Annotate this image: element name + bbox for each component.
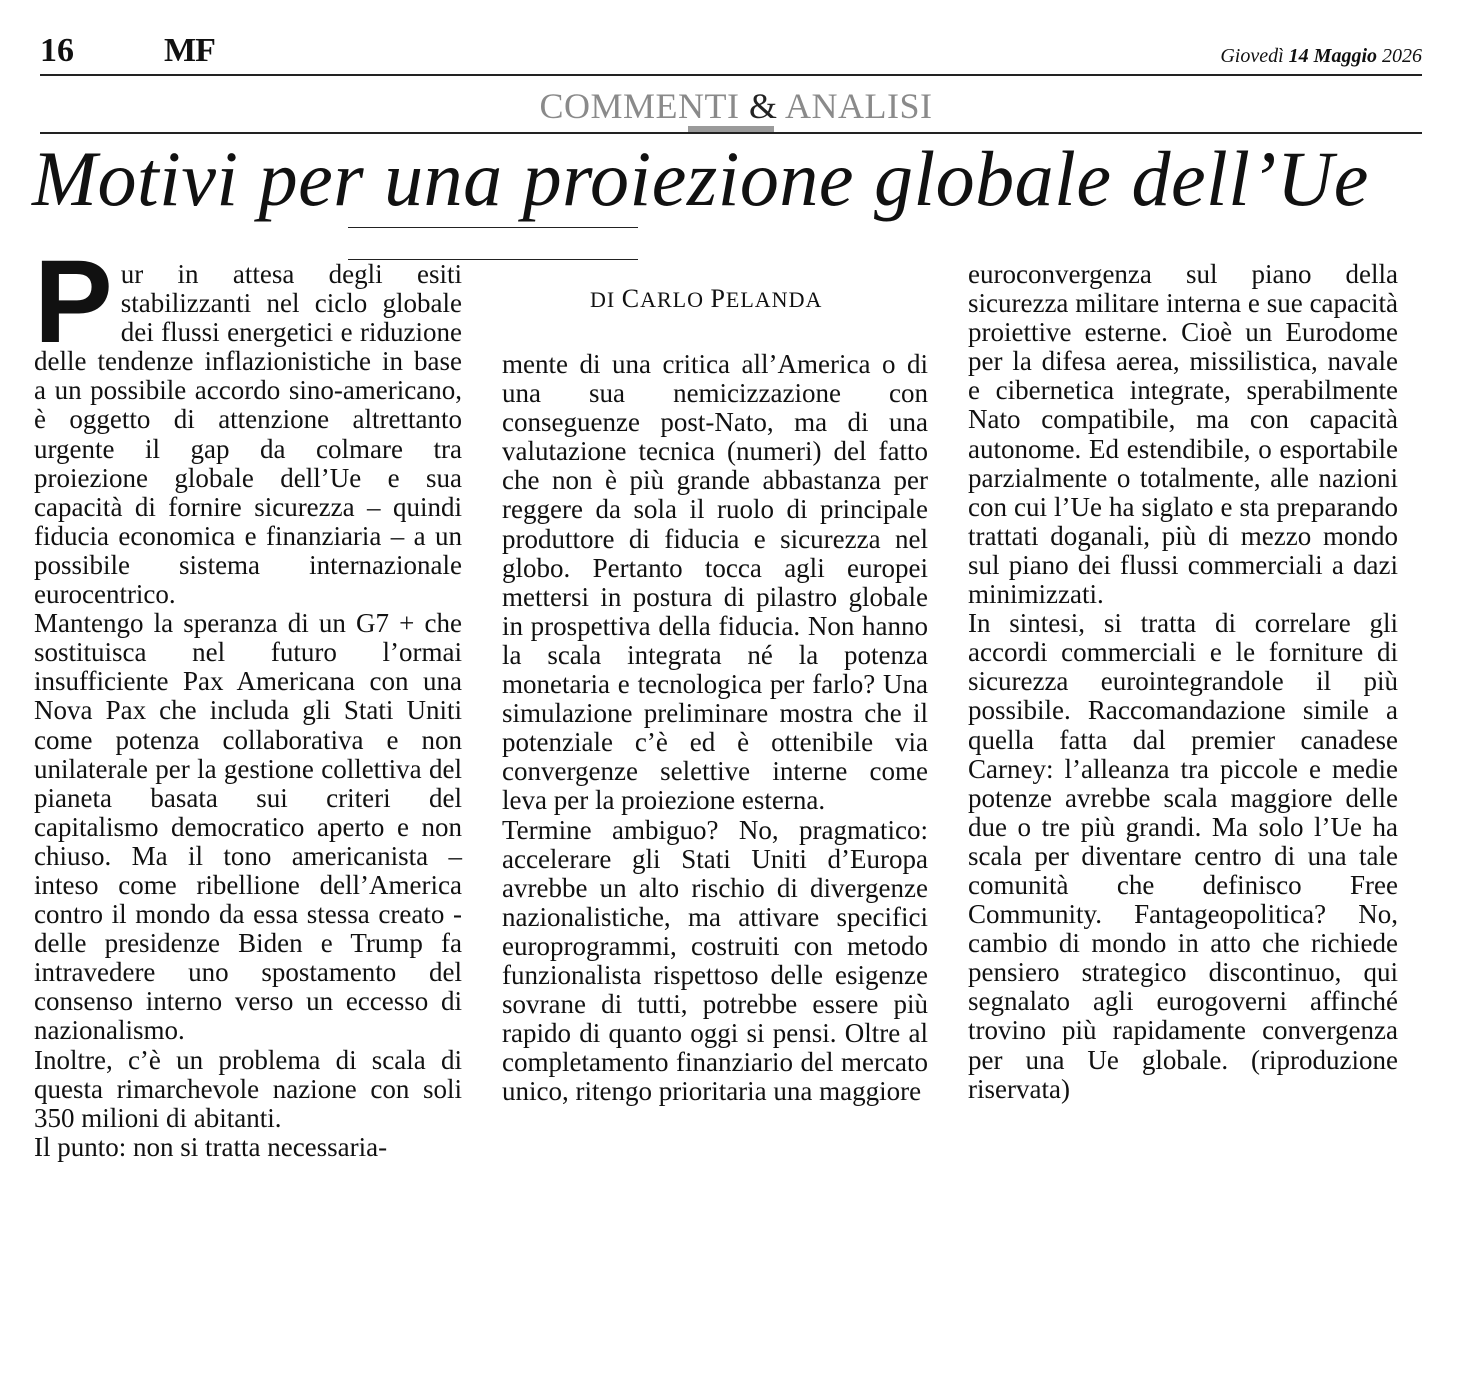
author-last-initial: P <box>710 284 726 313</box>
column-1-paragraph-1-text: ur in attesa degli esiti stabilizzanti nel ciclo globale dei flussi energetici e riduzione delle tendenze inflazionistiche in base a un possibile accordo sino-americano, è oggetto di attenzione altrettanto urgente il gap da colmare tra proiezione globale dell’Ue e sua capacità di fornire sicurezza – quindi fiducia economica e finanziaria – a un possibile sistema internazionale eurocentrico. <box>34 259 462 610</box>
article-column-2 <box>502 350 928 1106</box>
column-1-paragraph-2: Mantengo la speranza di un G7 + che sostituisca nel futuro l’ormai insufficiente Pax Americana con una Nova Pax che includa gli Stati Uniti come potenza collaborativa e non unilaterale per la gestione collettiva del pianeta basata sui criteri del capitalismo democratico aperto e non chiuso. Ma il tono americanista – inteso come ribellione dell’America contro il mondo da essa stessa creato - delle presidenze Biden e Trump fa intravedere uno spostamento del consenso interno verso un eccesso di nazionalismo. <box>34 608 462 1046</box>
section-title <box>0 88 1472 124</box>
author-first-initial: C <box>621 284 641 313</box>
section-rule <box>40 132 1422 134</box>
column-1-paragraph-4: Il punto: non si tratta necessaria- <box>34 1131 388 1162</box>
headline-underline <box>348 227 638 228</box>
column-1-paragraph-3: Inoltre, c’è un problema di scala di questa rimarchevole nazione con soli 350 milioni di abitanti. <box>34 1044 462 1133</box>
article-column-3 <box>968 260 1398 1104</box>
article-headline: Motivi per una proiezione globale dell’Ue <box>32 135 1369 222</box>
author-first-rest: ARLO <box>640 287 704 312</box>
byline-prefix: DI <box>590 287 616 312</box>
column-2-paragraph-1: mente di una critica all’America o di una sua nemicizzazione con conseguenze post-Nato, ma di una valutazione tecnica (numeri) del fatto che non è più grande abbastanza per reggere da sola il ruolo di principale produttore di fiducia e sicurezza nel globo. Pertanto tocca agli europei mettersi in postura di pilastro globale in prospettiva della fiducia. Non hanno la scala integrata né la potenza monetaria e tecnologica per farlo? Una simulazione preliminare mostra che il potenziale c’è ed è ottenibile via convergenze selettive interne come leva per la proiezione esterna. <box>502 349 928 816</box>
date-weekday: Giovedì <box>1220 45 1284 67</box>
date-year: 2026 <box>1382 45 1422 67</box>
article-column-1 <box>34 236 462 1162</box>
page-number: 16 <box>40 32 74 69</box>
author-last-rest: ELANDA <box>725 287 823 312</box>
date-day-month: 14 Maggio <box>1288 45 1377 67</box>
issue-date <box>1220 46 1422 66</box>
column-1-paragraph-1 <box>34 236 462 610</box>
header-rule <box>40 74 1422 76</box>
section-title-right: ANALISI <box>785 86 933 126</box>
column-3-paragraph-1: euroconvergenza sul piano della sicurezza militare interna e sue capacità proiettive esterne. Cioè un Eurodome per la difesa aerea, missilistica, navale e cibernetica integrate, sperabilmente Nato compatibile, ma con capacità autonome. Ed estendibile, o esportabile parzialmente o totalmente, alle nazioni con cui l’Ue ha siglato e sta preparando trattati doganali, più di mezzo mondo sul piano dei flussi commerciali a dazi minimizzati. <box>968 259 1398 610</box>
section-title-amp: & <box>748 86 778 126</box>
column-3-paragraph-2: In sintesi, si tratta di correlare gli accordi commerciali e le forniture di sicurezza eurointegrandole il più possibile. Raccomandazione simile a quella fatta dal premier canadese Carney: l’alleanza tra piccole e medie potenze avrebbe scala maggiore delle due o tre più grandi. Ma solo l’Ue ha scala per diventare centro di una tale comunità che definisco Free Community. Fantageopolitica? No, cambio di mondo in atto che richiede pensiero strategico discontinuo, qui segnalato agli eurogoverni affinché trovino più rapidamente convergenza per una Ue globale. (riproduzione riservata) <box>968 608 1398 1104</box>
column-2-paragraph-2: Termine ambiguo? No, pragmatico: accelerare gli Stati Uniti d’Europa avrebbe un alto rischio di divergenze nazionalistiche, ma attivare specifici europrogrammi, costruiti con metodo funzionalista rispettoso delle esigenze sovrane di tutti, potrebbe essere più rapido di quanto oggi si pensi. Oltre al completamento finanziario del mercato unico, ritengo prioritaria una maggiore <box>502 814 928 1107</box>
newspaper-logo: MF <box>164 32 215 69</box>
drop-cap: P <box>34 236 113 368</box>
article-byline <box>590 286 822 312</box>
section-title-left: COMMENTI <box>539 86 740 126</box>
